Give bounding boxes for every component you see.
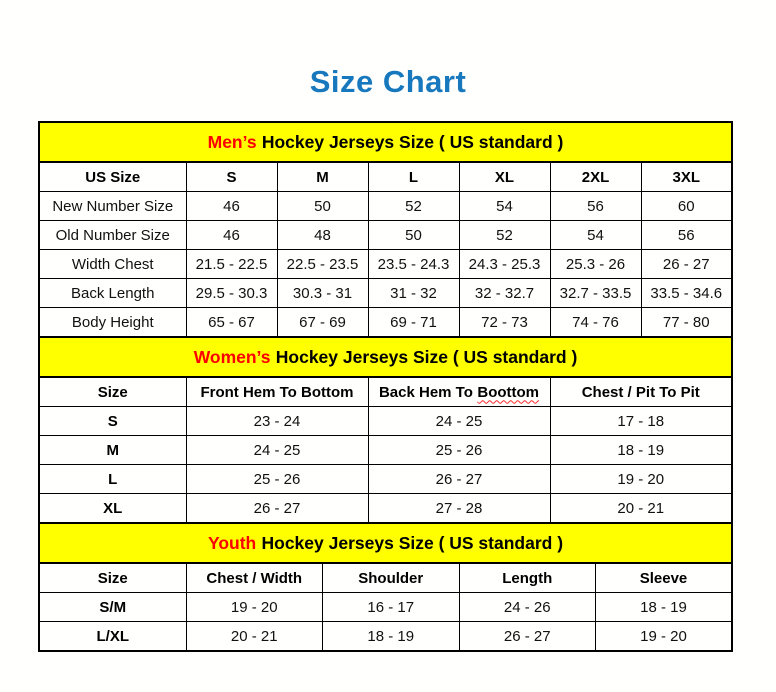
youth-header-row [39, 563, 732, 593]
cell: 16 - 17 [323, 593, 460, 622]
cell: 18 - 19 [596, 593, 733, 622]
table-row [39, 593, 732, 622]
cell: 26 - 27 [641, 250, 732, 279]
womens-section-banner-row [39, 337, 732, 377]
row-label-l: L [39, 465, 186, 494]
cell: 67 - 69 [277, 308, 368, 338]
cell: 20 - 21 [550, 494, 732, 524]
youth-col-header-chest-width: Chest / Width [186, 563, 323, 593]
row-label-body-height: Body Height [39, 308, 186, 338]
cell: 19 - 20 [596, 622, 733, 652]
table-row [39, 221, 732, 250]
cell: 31 - 32 [368, 279, 459, 308]
cell: 48 [277, 221, 368, 250]
cell: 27 - 28 [368, 494, 550, 524]
table-row [39, 250, 732, 279]
mens-banner-text: Hockey Jerseys Size ( US standard ) [261, 131, 564, 152]
cell: 69 - 71 [368, 308, 459, 338]
page-title: Size Chart [309, 64, 467, 99]
table-row [39, 308, 732, 338]
back-hem-misspelled-word: Boottom [477, 383, 540, 401]
cell: 24 - 25 [186, 436, 368, 465]
row-label-width-chest: Width Chest [39, 250, 186, 279]
cell: 20 - 21 [186, 622, 323, 652]
cell: 24 - 25 [368, 407, 550, 436]
cell: 26 - 27 [368, 465, 550, 494]
womens-col-header-front-hem: Front Hem To Bottom [186, 377, 368, 407]
cell: 19 - 20 [550, 465, 732, 494]
back-hem-label-prefix: Back Hem To [378, 383, 473, 401]
cell: 33.5 - 34.6 [641, 279, 732, 308]
cell: 54 [459, 192, 550, 221]
cell: 25.3 - 26 [550, 250, 641, 279]
cell: 25 - 26 [186, 465, 368, 494]
cell: 30.3 - 31 [277, 279, 368, 308]
row-label-s: S [39, 407, 186, 436]
cell: 32 - 32.7 [459, 279, 550, 308]
mens-col-header-2xl: 2XL [550, 162, 641, 192]
mens-col-header-l: L [368, 162, 459, 192]
mens-col-header-m: M [277, 162, 368, 192]
mens-banner-highlight: Men’s [207, 131, 257, 152]
womens-col-header-chest: Chest / Pit To Pit [550, 377, 732, 407]
youth-banner-highlight: Youth [207, 532, 257, 553]
table-row [39, 279, 732, 308]
row-label-lxl: L/XL [39, 622, 186, 652]
cell: 65 - 67 [186, 308, 277, 338]
cell: 17 - 18 [550, 407, 732, 436]
cell: 29.5 - 30.3 [186, 279, 277, 308]
cell: 21.5 - 22.5 [186, 250, 277, 279]
cell: 46 [186, 221, 277, 250]
youth-col-header-length: Length [459, 563, 596, 593]
mens-col-header-3xl: 3XL [641, 162, 732, 192]
cell: 52 [368, 192, 459, 221]
cell: 50 [368, 221, 459, 250]
cell: 60 [641, 192, 732, 221]
cell: 26 - 27 [459, 622, 596, 652]
youth-banner-text: Hockey Jerseys Size ( US standard ) [261, 532, 564, 553]
table-row [39, 407, 732, 436]
youth-col-header-sleeve: Sleeve [596, 563, 733, 593]
cell: 23 - 24 [186, 407, 368, 436]
cell: 19 - 20 [186, 593, 323, 622]
cell: 24.3 - 25.3 [459, 250, 550, 279]
womens-section-banner [39, 337, 732, 377]
cell: 77 - 80 [641, 308, 732, 338]
cell: 25 - 26 [368, 436, 550, 465]
row-label-back-length: Back Length [39, 279, 186, 308]
size-chart-table [38, 121, 733, 652]
row-label-sm: S/M [39, 593, 186, 622]
cell: 18 - 19 [550, 436, 732, 465]
table-row [39, 622, 732, 652]
mens-col-header-s: S [186, 162, 277, 192]
youth-section-banner [39, 523, 732, 563]
table-row [39, 192, 732, 221]
cell: 56 [550, 192, 641, 221]
youth-col-header-size: Size [39, 563, 186, 593]
cell: 74 - 76 [550, 308, 641, 338]
womens-banner-text: Hockey Jerseys Size ( US standard ) [275, 346, 578, 367]
cell: 56 [641, 221, 732, 250]
table-row [39, 494, 732, 524]
womens-banner-highlight: Women’s [193, 346, 271, 367]
mens-col-header-xl: XL [459, 162, 550, 192]
row-label-xl: XL [39, 494, 186, 524]
row-label-new-number-size: New Number Size [39, 192, 186, 221]
cell: 46 [186, 192, 277, 221]
youth-col-header-shoulder: Shoulder [323, 563, 460, 593]
mens-section-banner-row [39, 122, 732, 162]
table-row [39, 465, 732, 494]
table-row [39, 436, 732, 465]
cell: 72 - 73 [459, 308, 550, 338]
mens-header-row [39, 162, 732, 192]
cell: 24 - 26 [459, 593, 596, 622]
cell: 23.5 - 24.3 [368, 250, 459, 279]
womens-col-header-size: Size [39, 377, 186, 407]
cell: 52 [459, 221, 550, 250]
womens-header-row [39, 377, 732, 407]
cell: 18 - 19 [323, 622, 460, 652]
cell: 54 [550, 221, 641, 250]
cell: 50 [277, 192, 368, 221]
cell: 22.5 - 23.5 [277, 250, 368, 279]
cell: 32.7 - 33.5 [550, 279, 641, 308]
mens-col-header-us-size: US Size [39, 162, 186, 192]
row-label-old-number-size: Old Number Size [39, 221, 186, 250]
womens-col-header-back-hem [368, 377, 550, 407]
youth-section-banner-row [39, 523, 732, 563]
cell: 26 - 27 [186, 494, 368, 524]
row-label-m: M [39, 436, 186, 465]
mens-section-banner [39, 122, 732, 162]
